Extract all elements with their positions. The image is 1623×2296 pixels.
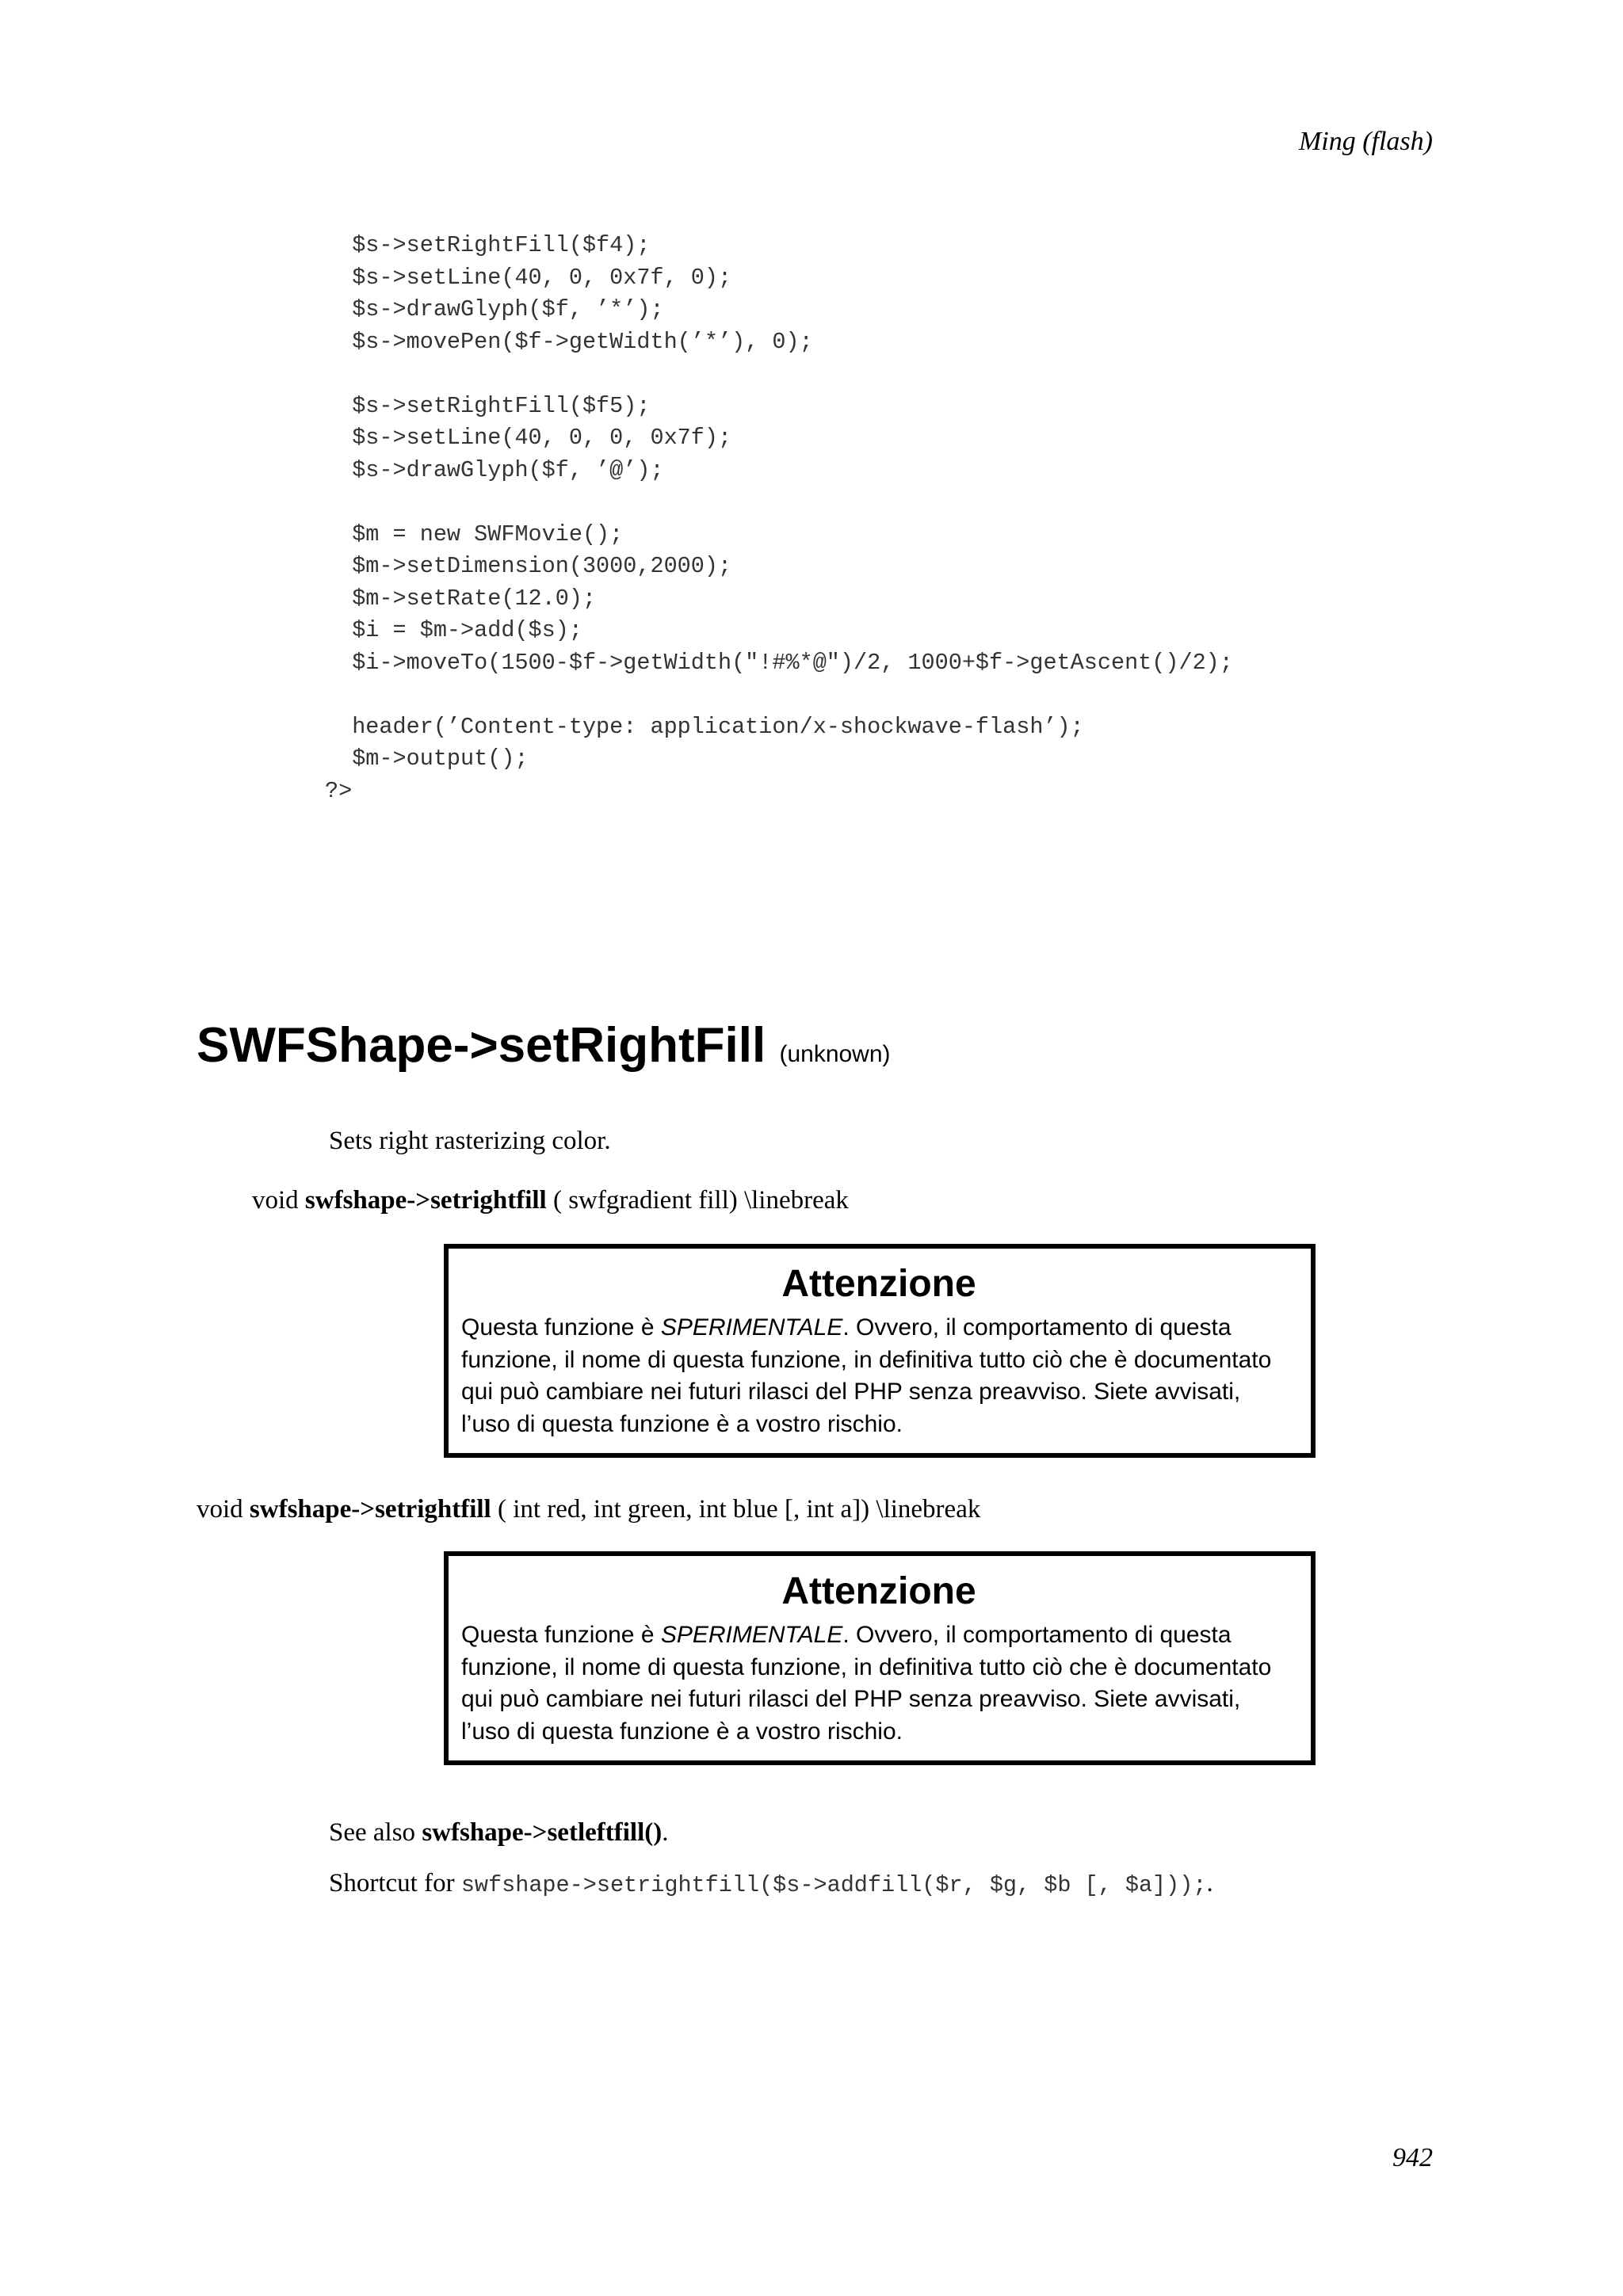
signature-1-params: ( swfgradient fill) \linebreak bbox=[546, 1186, 849, 1215]
code-line: $s->setRightFill($f4); bbox=[325, 232, 651, 258]
see-also-prefix: See also bbox=[329, 1818, 422, 1847]
code-example bbox=[325, 230, 1233, 807]
warning-line: l’uso di questa funzione è a vostro rischio. bbox=[461, 1410, 903, 1437]
see-also-link[interactable]: swfshape->setleftfill() bbox=[422, 1818, 663, 1847]
code-line: $i->moveTo(1500-$f->getWidth("!#%*@")/2, 1000+$f->getAscent()/2); bbox=[325, 649, 1233, 676]
warning-line: l’uso di questa funzione è a vostro rischio. bbox=[461, 1718, 903, 1745]
code-line: ?> bbox=[325, 777, 353, 804]
warning-line: qui può cambiare nei futuri rilasci del PHP senza preavviso. Siete avvisati, bbox=[461, 1379, 1241, 1405]
code-line: $m->output(); bbox=[325, 746, 529, 772]
code-line: $m->setRate(12.0); bbox=[325, 585, 597, 612]
warning-text bbox=[461, 1619, 1296, 1748]
code-line: $m->setDimension(3000,2000); bbox=[325, 553, 732, 579]
warning-box bbox=[444, 1244, 1316, 1458]
signature-1-name: swfshape->setrightfill bbox=[304, 1186, 547, 1215]
signature-1-type: void bbox=[252, 1186, 305, 1215]
signature-1 bbox=[252, 1184, 849, 1216]
warning-line: funzione, il nome di questa funzione, in definitiva tutto ciò che è documentato bbox=[461, 1653, 1272, 1680]
warning-line bbox=[461, 1312, 1296, 1344]
code-line: $s->setLine(40, 0, 0, 0x7f); bbox=[325, 425, 732, 451]
code-line bbox=[325, 358, 1233, 391]
section-title-tag: (unknown) bbox=[779, 1041, 891, 1067]
code-line: $s->movePen($f->getWidth(’*’), 0); bbox=[325, 328, 813, 355]
shortcut bbox=[329, 1867, 1213, 1901]
code-line: $s->setLine(40, 0, 0x7f, 0); bbox=[325, 264, 732, 291]
see-also-suffix: . bbox=[662, 1818, 669, 1847]
description: Sets right rasterizing color. bbox=[329, 1127, 611, 1155]
warning-title: Attenzione bbox=[781, 1263, 976, 1305]
page-number: 942 bbox=[1392, 2143, 1433, 2172]
code-line: $i = $m->add($s); bbox=[325, 617, 582, 643]
warning-box bbox=[444, 1551, 1316, 1765]
warning-emphasis: SPERIMENTALE bbox=[660, 1314, 843, 1341]
code-line: $s->drawGlyph($f, ’*’); bbox=[325, 296, 664, 322]
code-line: $m = new SWFMovie(); bbox=[325, 521, 624, 547]
warning-lead: Questa funzione è bbox=[461, 1314, 661, 1341]
shortcut-code: swfshape->setrightfill($s->addfill($r, $g, $b [, $a])); bbox=[460, 1872, 1207, 1898]
warning-line: qui può cambiare nei futuri rilasci del PHP senza preavviso. Siete avvisati, bbox=[461, 1686, 1241, 1712]
running-header: Ming (flash) bbox=[1298, 127, 1433, 156]
section-title bbox=[197, 1018, 891, 1082]
code-line: header(’Content-type: application/x-shockwave-flash’); bbox=[325, 713, 1084, 740]
warning-line1-rest: . Ovvero, il comportamento di questa bbox=[842, 1622, 1232, 1648]
signature-2-params: ( int red, int green, int blue [, int a]) \linebreak bbox=[491, 1495, 981, 1524]
warning-line: funzione, il nome di questa funzione, in definitiva tutto ciò che è documentato bbox=[461, 1346, 1272, 1373]
signature-2-name: swfshape->setrightfill bbox=[249, 1495, 491, 1524]
code-line bbox=[325, 486, 1233, 519]
signature-2 bbox=[197, 1493, 980, 1525]
shortcut-suffix: . bbox=[1206, 1869, 1213, 1897]
warning-text bbox=[461, 1312, 1296, 1440]
code-line: $s->drawGlyph($f, ’@’); bbox=[325, 456, 664, 483]
warning-title: Attenzione bbox=[781, 1570, 976, 1612]
see-also bbox=[329, 1817, 668, 1848]
warning-line1-rest: . Ovvero, il comportamento di questa bbox=[842, 1314, 1232, 1341]
shortcut-prefix: Shortcut for bbox=[329, 1869, 461, 1897]
warning-emphasis: SPERIMENTALE bbox=[660, 1622, 843, 1648]
code-line: $s->setRightFill($f5); bbox=[325, 392, 651, 419]
code-line bbox=[325, 679, 1233, 711]
section-title-text: SWFShape->setRightFill bbox=[197, 1018, 766, 1073]
signature-2-type: void bbox=[197, 1495, 250, 1524]
warning-lead: Questa funzione è bbox=[461, 1622, 661, 1648]
warning-line bbox=[461, 1619, 1296, 1652]
